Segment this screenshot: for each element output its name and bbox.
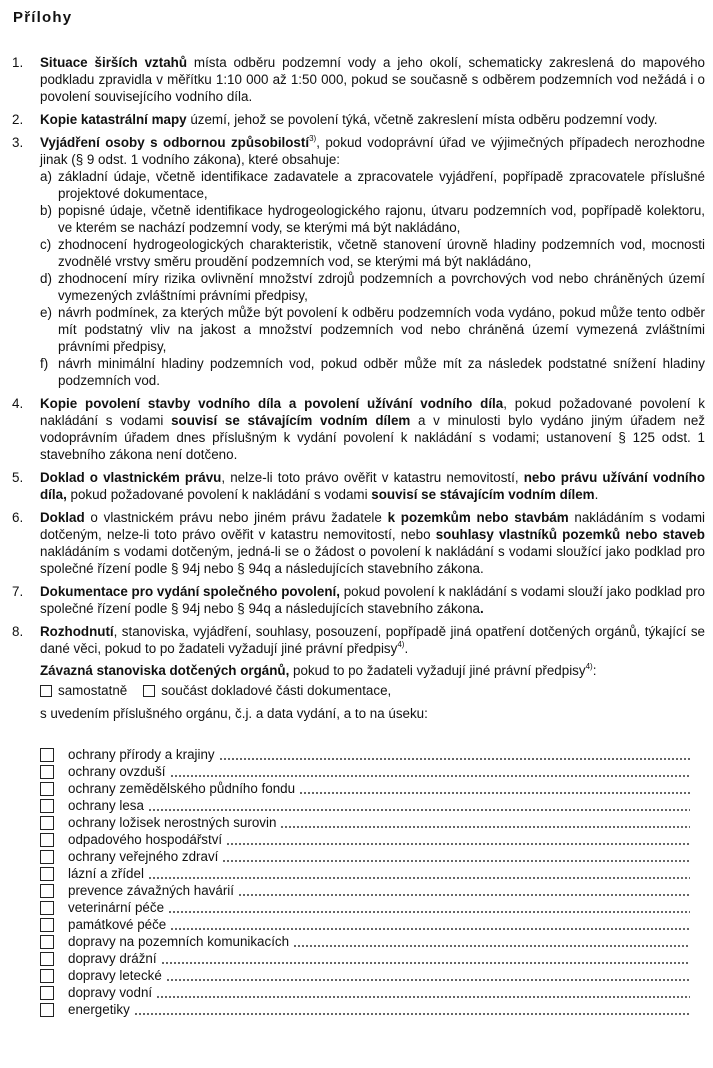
sub-item xyxy=(40,202,705,236)
footnote-ref: 3) xyxy=(309,134,317,143)
option-label: součást dokladové části dokumentace, xyxy=(161,683,392,698)
sub-item-label: d) xyxy=(40,271,52,286)
sector-checkbox[interactable] xyxy=(40,918,54,932)
item-number: 5. xyxy=(12,470,24,485)
attachment-item-7 xyxy=(0,583,705,617)
sector-item xyxy=(40,831,690,848)
attachment-item-4 xyxy=(0,395,705,463)
sector-checkbox[interactable] xyxy=(40,833,54,847)
fill-in-dotted-line[interactable] xyxy=(161,962,690,964)
option-label: samostatně xyxy=(58,683,128,698)
sector-label: ochrany ložisek nerostných surovin xyxy=(68,815,277,830)
text-run: pokud povolení k nakládání s vodami slouží jako podklad pro společné řízení podle § 94j nebo § 94q a následujících stavebního zákona xyxy=(40,584,705,616)
sector-label: ochrany přírody a krajiny xyxy=(68,747,215,762)
sub-item xyxy=(40,168,705,202)
item-heading: Situace širších vztahů xyxy=(40,55,188,70)
footnote-ref: 4) xyxy=(397,640,405,649)
fill-in-dotted-line[interactable] xyxy=(293,945,690,947)
sector-label: ochrany ovzduší xyxy=(68,764,166,779)
sector-checkbox[interactable] xyxy=(40,748,54,762)
sector-label: energetiky xyxy=(68,1002,130,1017)
sector-item xyxy=(40,865,690,882)
sector-checkbox[interactable] xyxy=(40,782,54,796)
sector-label: odpadového hospodářství xyxy=(68,832,223,847)
sector-checkbox[interactable] xyxy=(40,799,54,813)
sector-label: ochrany lesa xyxy=(68,798,144,813)
sector-item xyxy=(40,882,690,899)
fill-in-dotted-line[interactable] xyxy=(238,894,690,896)
sector-label: veterinární péče xyxy=(68,900,165,915)
bold-phrase: Doklad xyxy=(40,510,85,525)
attachment-item-5 xyxy=(0,469,705,503)
item-text: , pokud vodoprávní úřad ve výjimečných případech nerozhodne jinak (§ 9 odst. 1 vodního zákona), které obsahuje: xyxy=(40,135,705,167)
sector-label: prevence závažných havárií xyxy=(68,883,234,898)
fill-in-dotted-line[interactable] xyxy=(226,843,690,845)
sector-item xyxy=(40,950,690,967)
text-run: , pokud požadované povolení k nakládání s vodami xyxy=(40,396,705,428)
fill-in-dotted-line[interactable] xyxy=(134,1013,690,1015)
sub-item xyxy=(40,304,705,355)
sector-label: ochrany zemědělského půdního fondu xyxy=(68,781,296,796)
sub-item-label: a) xyxy=(40,169,52,184)
item-number: 8. xyxy=(12,624,24,639)
sub-item-text: návrh minimální hladiny podzemních vod, pokud odběr může mít za následek podstatné snížení hladiny podzemních vod. xyxy=(58,356,705,388)
page-title: Přílohy xyxy=(13,9,73,26)
sub-item-text: základní údaje, včetně identifikace zadavatele a zpracovatele vyjádření, popřípadě zpracovatele příslušné projektové dokumentace, xyxy=(58,169,705,201)
bold-phrase: Doklad o vlastnickém právu xyxy=(40,470,222,485)
sector-checkbox[interactable] xyxy=(40,816,54,830)
attachment-item-3 xyxy=(0,134,705,389)
sector-item xyxy=(40,984,690,1001)
item-number: 7. xyxy=(12,584,24,599)
sector-item xyxy=(40,797,690,814)
item-text: území, jehož se povolení týká, včetně zakreslení místa odběru podzemní vody. xyxy=(186,112,658,127)
item-text xyxy=(40,470,705,502)
attachment-item-1 xyxy=(0,54,705,105)
checkbox-separately[interactable] xyxy=(40,685,52,697)
sub-item-text: zhodnocení hydrogeologických charakteristik, včetně stanovení úrovně hladiny podzemních vod, mocnosti zvodnělé vrstvy směru proudění podzemních vod, se kterými má být nakládáno, xyxy=(58,237,705,269)
binding-opinions-text: Závazná stanoviska dotčených orgánů, pokud to po žadateli vyžadují jiné právní předpisy$^{4)}$: xyxy=(40,662,597,678)
fill-in-dotted-line[interactable] xyxy=(280,826,690,828)
sub-item xyxy=(40,236,705,270)
bold-phrase: Dokumentace pro vydání společného povolení, xyxy=(40,584,340,599)
text-run: , nelze-li toto právo ověřit v katastru nemovitostí, xyxy=(221,470,524,485)
sub-item-text: návrh podmínek, za kterých může být povolení k odběru podzemních voda vydáno, pokud může tento odběr mít podstatný vliv na jakost a množství podzemních vod nebo chráněná území vymezená zvláštními právními předpisy, xyxy=(58,305,705,354)
sector-intro-text: s uvedením příslušného orgánu, č.j. a data vydání, a to na úseku: xyxy=(40,706,428,721)
attachments-list xyxy=(0,54,705,728)
sector-checkbox[interactable] xyxy=(40,765,54,779)
text-run: nakládáním s vodami dotčeným, nelze-li toto právo ověřit v katastru nemovitostí, nebo xyxy=(40,510,705,542)
text-run: pokud požadované povolení k nakládání s vodami xyxy=(66,487,372,502)
sector-item xyxy=(40,746,690,763)
sector-item xyxy=(40,916,690,933)
sector-item xyxy=(40,763,690,780)
sub-list xyxy=(40,168,705,389)
fill-in-dotted-line[interactable] xyxy=(222,860,690,862)
sector-label: dopravy letecké xyxy=(68,968,162,983)
item-heading: Kopie katastrální mapy xyxy=(40,112,187,127)
sector-checkbox[interactable] xyxy=(40,850,54,864)
bold-phrase: Kopie povolení stavby vodního díla a povolení užívání vodního díla xyxy=(40,396,504,411)
sub-item xyxy=(40,270,705,304)
sector-checkbox[interactable] xyxy=(40,901,54,915)
item-heading: Rozhodnutí xyxy=(40,624,114,639)
attachment-item-6 xyxy=(0,509,705,577)
sector-checkbox[interactable] xyxy=(40,1003,54,1017)
item-text xyxy=(40,584,705,616)
sector-label: památkové péče xyxy=(68,917,167,932)
sector-checkbox[interactable] xyxy=(40,884,54,898)
sub-item-label: c) xyxy=(40,237,52,252)
sector-label: ochrany veřejného zdraví xyxy=(68,849,219,864)
submission-options xyxy=(40,682,705,699)
fill-in-dotted-line[interactable] xyxy=(219,758,690,760)
text-run: o vlastnickém právu nebo jiném právu žadatele xyxy=(84,510,388,525)
attachment-item-8 xyxy=(0,623,705,722)
item-number: 2. xyxy=(12,112,24,127)
text-run: . xyxy=(594,487,599,502)
text-run: a v minulosti bylo vydáno jiným úřadem než vodoprávním úřadem dnes příslušným k vydání povolení k nakládání s vodami; ustanovení § 125 odst. 1 stavebního zákona není dotčeno. xyxy=(40,413,705,462)
sector-item xyxy=(40,899,690,916)
fill-in-dotted-line[interactable] xyxy=(299,792,690,794)
fill-in-dotted-line[interactable] xyxy=(170,928,690,930)
sector-checkbox[interactable] xyxy=(40,867,54,881)
sector-label: dopravy vodní xyxy=(68,985,153,1000)
text-run: nakládáním s vodami dotčeným, jedná-li se o žádost o povolení k nakládání s vodami sloužící jako podklad pro společné řízení podle § 94j nebo § 94q a následujících stavebního zákona. xyxy=(40,544,705,576)
sub-item-label: f) xyxy=(40,356,49,371)
fill-in-dotted-line[interactable] xyxy=(170,775,690,777)
sub-item-text: zhodnocení míry rizika ovlivnění množství zdrojů podzemních a povrchových vod nebo chráněných území vymezených zvláštními právními předpisy, xyxy=(58,271,705,303)
sector-item xyxy=(40,848,690,865)
sector-item xyxy=(40,1001,690,1018)
sector-checklist xyxy=(40,746,690,1018)
bold-phrase: souvisí se stávajícím vodním dílem xyxy=(371,487,595,502)
sector-label: lázní a zřídel xyxy=(68,866,144,881)
sector-item xyxy=(40,967,690,984)
item-number: 6. xyxy=(12,510,24,525)
attachment-item-2 xyxy=(0,111,705,128)
footnote-ref: 4) xyxy=(585,662,593,671)
sub-item xyxy=(40,355,705,389)
bold-phrase: k pozemkům nebo stavbám xyxy=(387,510,569,525)
item-text: místa odběru podzemní vody a jeho okolí, schematicky zakreslená do mapového podkladu zpravidla v měřítku 1:10 000 až 1:50 000, pokud se současně s odběrem podzemních vod nežádá i o povolení souvisejícího vodního díla. xyxy=(40,55,706,104)
fill-in-dotted-line[interactable] xyxy=(168,911,690,913)
sub-item-label: e) xyxy=(40,305,52,320)
fill-in-dotted-line[interactable] xyxy=(156,996,690,998)
item-text xyxy=(40,510,705,576)
sector-item xyxy=(40,933,690,950)
fill-in-dotted-line[interactable] xyxy=(148,809,690,811)
item-heading: Vyjádření osoby s odbornou způsobilostí xyxy=(40,135,310,150)
bold-phrase: nebo právu užívání vodního díla, xyxy=(40,470,705,502)
item-text: Rozhodnutí, stanoviska, vyjádření, souhlasy, posouzení, popřípadě jiná opatření dotčených orgánů, týkající se dané věci, pokud to po žadateli vyžadují jiné právní předpisy$^{4)}$. xyxy=(40,624,705,656)
sector-checkbox[interactable] xyxy=(40,986,54,1000)
sector-checkbox[interactable] xyxy=(40,952,54,966)
sector-checkbox[interactable] xyxy=(40,935,54,949)
item-number: 4. xyxy=(12,396,24,411)
item-number: 1. xyxy=(12,55,24,70)
sector-label: dopravy na pozemních komunikacích xyxy=(68,934,290,949)
item-text xyxy=(40,396,705,462)
bold-phrase: . xyxy=(479,601,484,616)
sector-label: dopravy drážní xyxy=(68,951,157,966)
sector-checkbox[interactable] xyxy=(40,969,54,983)
sector-item xyxy=(40,780,690,797)
fill-in-dotted-line[interactable] xyxy=(148,877,690,879)
sector-item xyxy=(40,814,690,831)
bold-phrase: souvisí se stávajícím vodním dílem xyxy=(171,413,411,428)
item-number: 3. xyxy=(12,135,24,150)
sub-item-label: b) xyxy=(40,203,52,218)
sub-item-text: popisné údaje, včetně identifikace hydrogeologického rajonu, útvaru podzemních vod, popřípadě kolektoru, ve kterém se nachází podzemní vody, se kterými má být nakládáno, xyxy=(58,203,705,235)
checkbox-part-of-documentation[interactable] xyxy=(143,685,155,697)
bold-phrase: souhlasy vlastníků pozemků nebo staveb xyxy=(435,527,705,542)
fill-in-dotted-line[interactable] xyxy=(166,979,690,981)
